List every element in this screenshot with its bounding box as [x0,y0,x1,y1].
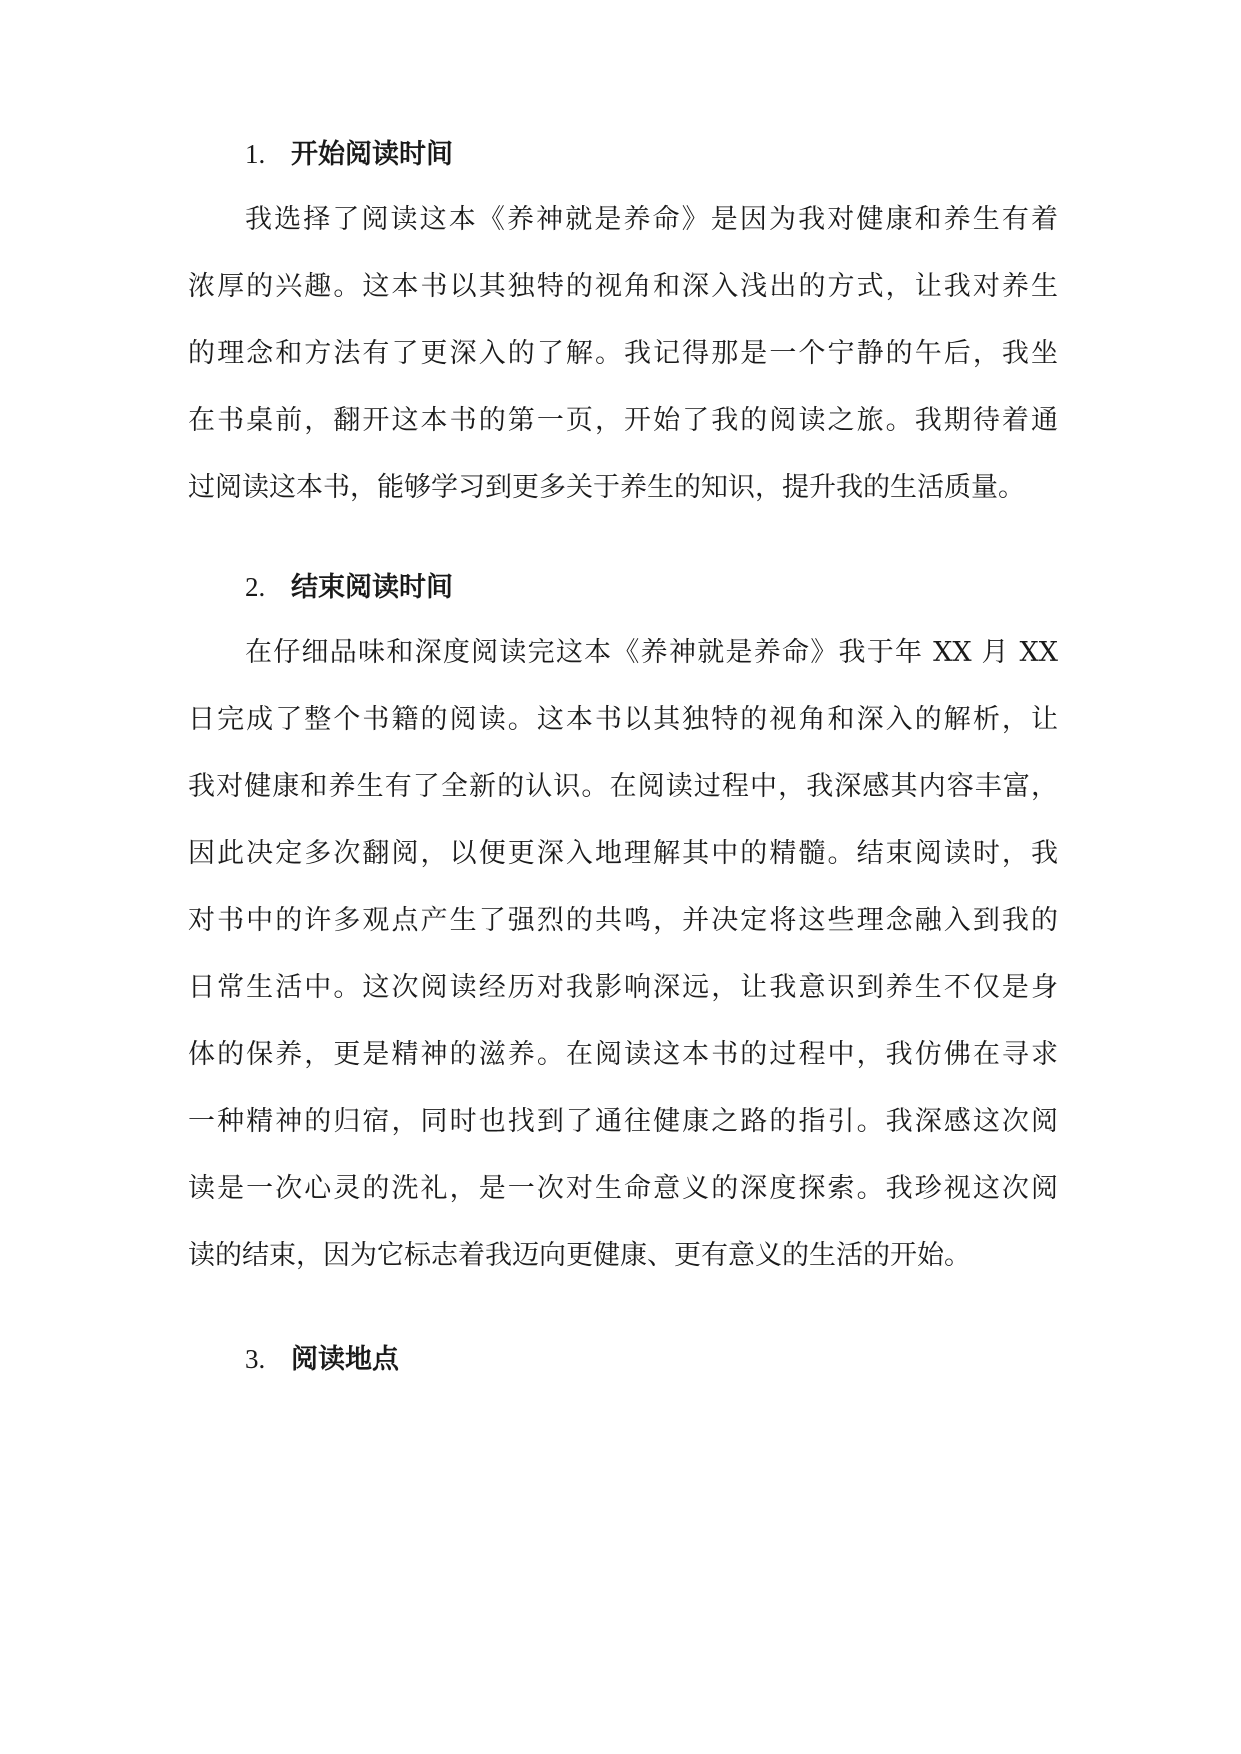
section-title: 结束阅读时间 [291,572,453,603]
section-number: 3. [245,1344,266,1374]
paragraph-line: 浓厚的兴趣。这本书以其独特的视角和深入浅出的方式，让我对养生 [188,271,1058,302]
paragraph-line: 我选择了阅读这本《养神就是养命》是因为我对健康和养生有着 [245,204,1058,235]
paragraph-line: 读的结束，因为它标志着我迈向更健康、更有意义的生活的开始。 [188,1240,971,1271]
paragraph-line: 过阅读这本书，能够学习到更多关于养生的知识，提升我的生活质量。 [188,472,1025,503]
paragraph-line: 在书桌前，翻开这本书的第一页，开始了我的阅读之旅。我期待着通 [188,405,1058,436]
section-title: 阅读地点 [291,1344,399,1375]
paragraph-line: 一种精神的归宿，同时也找到了通往健康之路的指引。我深感这次阅 [188,1106,1058,1137]
paragraph-line: 日完成了整个书籍的阅读。这本书以其独特的视角和深入的解析，让 [188,704,1058,735]
section-heading-3 [245,1339,399,1380]
paragraph-line: 读是一次心灵的洗礼，是一次对生命意义的深度探索。我珍视这次阅 [188,1173,1058,1204]
section-heading-1 [245,134,453,175]
paragraph-line: 的理念和方法有了更深入的了解。我记得那是一个宁静的午后，我坐 [188,338,1058,369]
paragraph-line: 体的保养，更是精神的滋养。在阅读这本书的过程中，我仿佛在寻求 [188,1039,1058,1070]
section-number: 2. [245,572,266,602]
paragraph-line: 我对健康和养生有了全新的认识。在阅读过程中，我深感其内容丰富， [188,771,1058,802]
section-title: 开始阅读时间 [291,139,453,170]
paragraph-line: 日常生活中。这次阅读经历对我影响深远，让我意识到养生不仅是身 [188,972,1058,1003]
section-number: 1. [245,139,266,169]
paragraph-line: 对书中的许多观点产生了强烈的共鸣，并决定将这些理念融入到我的 [188,905,1058,936]
paragraph-line: 在仔细品味和深度阅读完这本《养神就是养命》我于年 XX 月 XX [245,637,1058,668]
section-heading-2 [245,567,453,608]
paragraph-line: 因此决定多次翻阅，以便更深入地理解其中的精髓。结束阅读时，我 [188,838,1058,869]
